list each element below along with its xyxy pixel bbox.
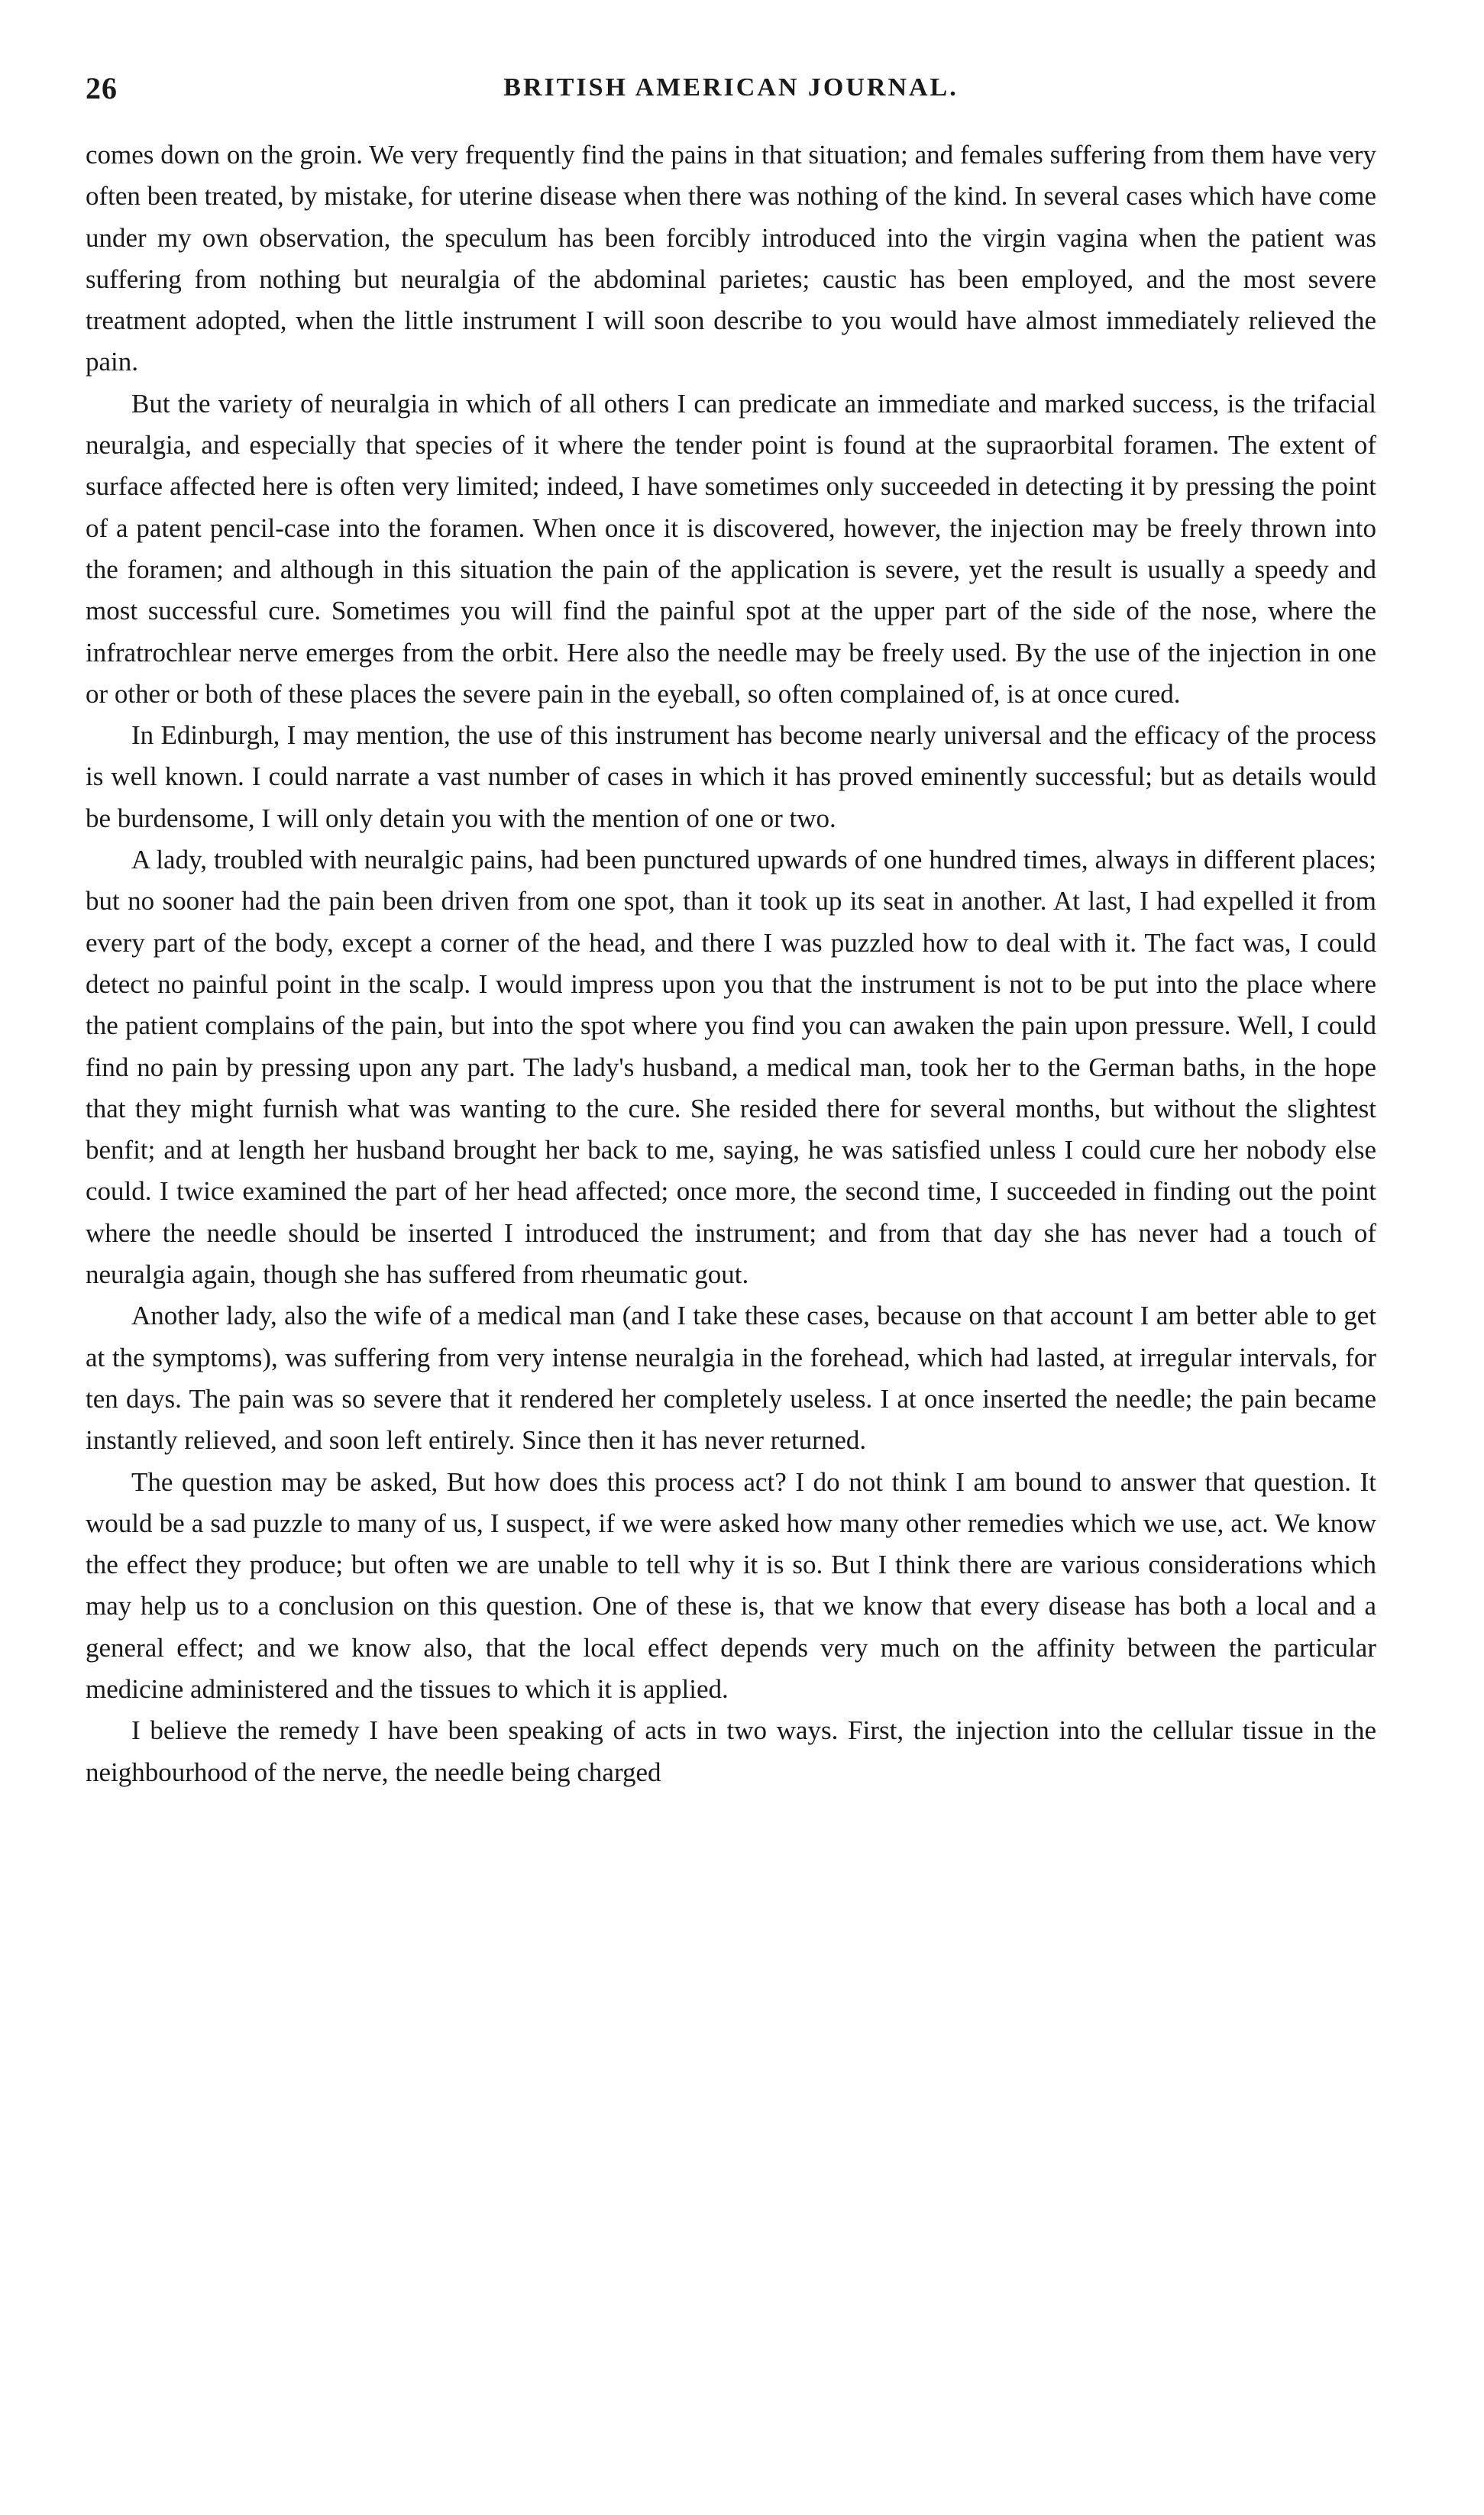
paragraph-edinburgh: In Edinburgh, I may mention, the use of this instrument has become nearly universal and the efficacy of the process is well known. I could narrate a vast number of cases in which it has proved eminently successful; but as details would be burdensome, I will only detain you with the mention of one or two. xyxy=(86,720,1376,833)
article-body xyxy=(86,134,1376,1793)
paragraph-two-ways: I believe the remedy I have been speaking of acts in two ways. First, the injection into the cellular tissue in the neighbourhood of the nerve, the needle being charged xyxy=(86,1715,1376,1787)
journal-page xyxy=(86,70,1376,1793)
journal-title: BRITISH AMERICAN JOURNAL. xyxy=(503,73,959,102)
paragraph-case-two: Another lady, also the wife of a medical man (and I take these cases, because on that account I am better able to get at the symptoms), was suffering from very intense neuralgia in the forehead, which had lasted, at irregular intervals, for ten days. The pain was so severe that it rendered her completely useless. I at once inserted the needle; the pain became instantly relieved, and soon left entirely. Since then it has never returned. xyxy=(86,1301,1376,1456)
paragraph-case-one: A lady, troubled with neuralgic pains, had been punctured upwards of one hundred times, always in different places; but no sooner had the pain been driven from one spot, than it took up its seat in another. At last, I had expelled it from every part of the body, except a corner of the head, and there I was puzzled how to deal with it. The fact was, I could detect no painful point in the scalp. I would impress upon you that the instrument is not to be put into the place where the patient complains of the pain, but into the spot where you find you can awaken the pain upon pressure. Well, I could find no pain by pressing upon any part. The lady's husband, a medical man, took her to the German baths, in the hope that they might furnish what was wanting to the cure. She resided there for several months, but without the slightest benfit; and at length her husband brought her back to me, saying, he was satisfied unless I could cure her nobody else could. I twice examined the part of her head affected; once more, the second time, I succeeded in finding out the point where the needle should be inserted I introduced the instrument; and from that day she has never had a touch of neuralgia again, though she has suffered from rheumatic gout. xyxy=(86,845,1376,1290)
paragraph-question: The question may be asked, But how does this process act? I do not think I am bound to answer that question. It would be a sad puzzle to many of us, I suspect, if we were asked how many other remedies which we use, act. We know the effect they produce; but often we are unable to tell why it is so. But I think there are various considerations which may help us to a conclusion on this question. One of these is, that we know that every disease has both a local and a general effect; and we know also, that the local effect depends very much on the affinity between the particular medicine administered and the tissues to which it is applied. xyxy=(86,1466,1376,1704)
page-number: 26 xyxy=(86,71,118,105)
running-head xyxy=(86,70,1376,116)
paragraph-continuation: comes down on the groin. We very frequently find the pains in that situation; and females suffering from them have very often been treated, by mistake, for uterine disease when there was nothing of the kind. In several cases which have come under my own observation, the speculum has been forcibly introduced into the virgin vagina when the patient was suffering from nothing but neuralgia of the abdominal parietes; caustic has been employed, and the most severe treatment adopted, when the little instrument I will soon describe to you would have almost immediately relieved the pain. xyxy=(86,140,1376,377)
paragraph-trifacial-neuralgia: But the variety of neuralgia in which of all others I can predicate an immediate and marked success, is the trifacial neuralgia, and especially that species of it where the tender point is found at the supraorbital foramen. The extent of surface affected here is often very limited; indeed, I have sometimes only succeeded in detecting it by pressing the point of a patent pencil-case into the foramen. When once it is discovered, however, the injection may be freely thrown into the foramen; and although in this situation the pain of the application is severe, yet the result is usually a speedy and most successful cure. Sometimes you will find the painful spot at the upper part of the side of the nose, where the infratrochlear nerve emerges from the orbit. Here also the needle may be freely used. By the use of the injection in one or other or both of these places the severe pain in the eyeball, so often complained of, is at once cured. xyxy=(86,388,1376,709)
